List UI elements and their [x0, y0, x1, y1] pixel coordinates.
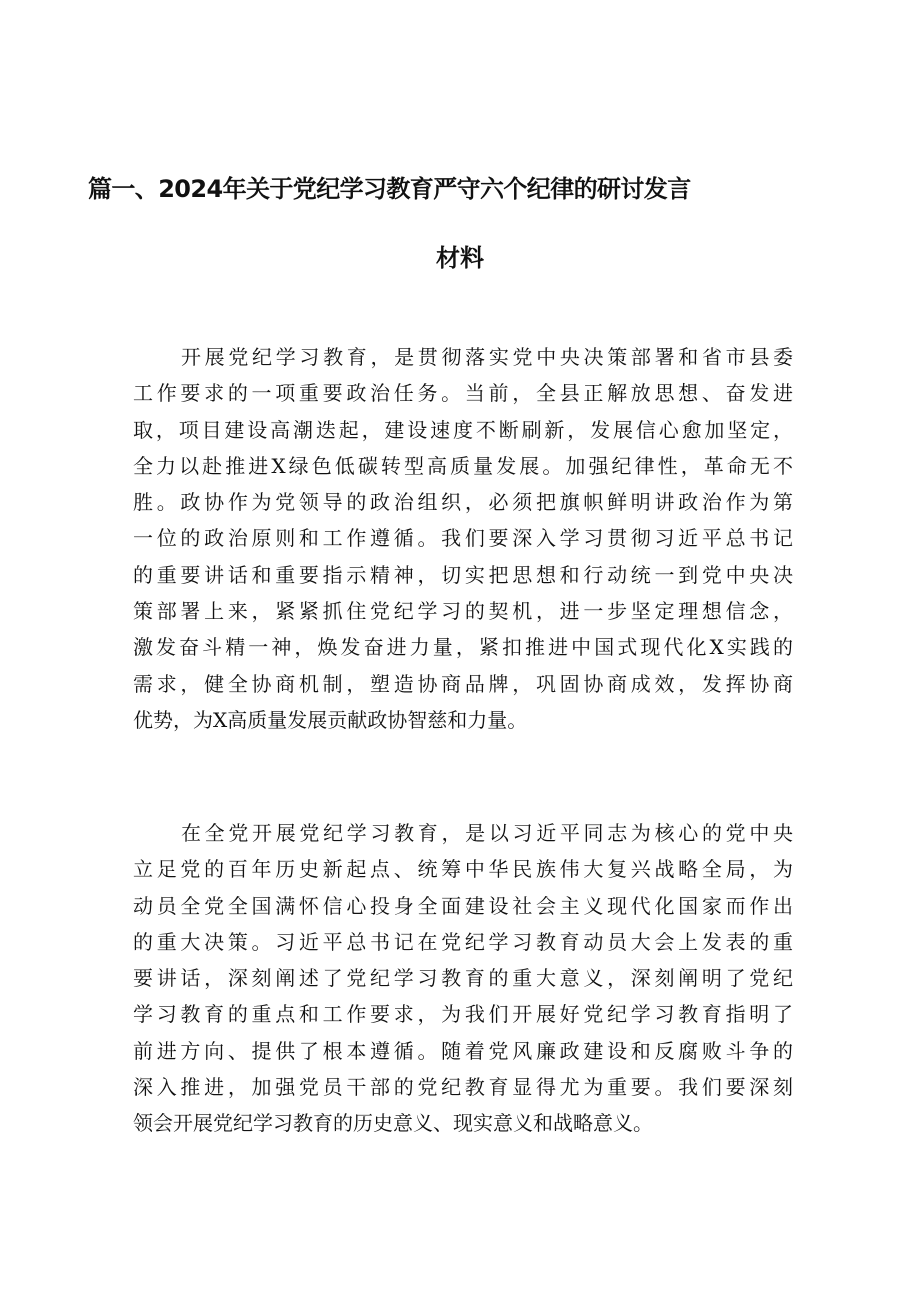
paragraph-line: 开展党纪学习教育，是贯彻落实党中央决策部署和省市县委	[181, 345, 793, 369]
paragraph-line: 前进方向、提供了根本遵循。随着党风廉政建设和反腐败斗争的	[133, 1038, 793, 1063]
paragraph-line: 立足党的百年历史新起点、统筹中华民族伟大复兴战略全局，为	[133, 857, 793, 882]
paragraph-line: 领会开展党纪学习教育的历史意义、现实意义和战略意义。	[133, 1111, 653, 1136]
paragraph-line: 激发奋斗精一神，焕发奋进力量，紧扣推进中国式现代化X实践的	[133, 635, 793, 660]
paragraph-2	[133, 815, 793, 1142]
document-title-line-2: 材料	[436, 244, 484, 272]
paragraph-line: 深入推进，加强党员干部的党纪教育显得尤为重要。我们要深刻	[133, 1075, 793, 1100]
paragraph-line: 在全党开展党纪学习教育，是以习近平同志为核心的党中央	[181, 821, 793, 845]
paragraph-line: 要讲话，深刻阐述了党纪学习教育的重大意义，深刻阐明了党纪	[133, 966, 793, 991]
paragraph-line: 一位的政治原则和工作遵循。我们要深入学习贯彻习近平总书记	[133, 526, 793, 551]
paragraph-line: 优势，为X高质量发展贡献政协智慈和力量。	[133, 707, 528, 732]
paragraph-line: 动员全党全国满怀信心投身全面建设社会主义现代化国家而作出	[133, 893, 793, 918]
paragraph-line: 全力以赴推进X绿色低碳转型高质量发展。加强纪律性，革命无不	[133, 453, 793, 478]
paragraph-line: 需求，健全协商机制，塑造协商品牌，巩固协商成效，发挥协商	[133, 671, 793, 696]
document-title-line-1: 篇一、2024年关于党纪学习教育严守六个纪律的研讨发言	[88, 175, 691, 203]
paragraph-line: 取，项目建设高潮迭起，建设速度不断刷新，发展信心愈加坚定，	[133, 417, 793, 442]
paragraph-line: 策部署上来，紧紧抓住党纪学习的契机，进一步坚定理想信念，	[133, 599, 793, 624]
paragraph-1	[133, 339, 793, 738]
paragraph-line: 学习教育的重点和工作要求，为我们开展好党纪学习教育指明了	[133, 1002, 793, 1027]
paragraph-line: 工作要求的一项重要政治任务。当前，全县正解放思想、奋发进	[133, 381, 793, 406]
paragraph-line: 的重要讲话和重要指示精神，切实把思想和行动统一到党中央决	[133, 562, 793, 587]
paragraph-line: 的重大决策。习近平总书记在党纪学习教育动员大会上发表的重	[133, 929, 793, 954]
paragraph-line: 胜。政协作为党领导的政治组织，必须把旗帜鲜明讲政治作为第	[133, 490, 793, 515]
